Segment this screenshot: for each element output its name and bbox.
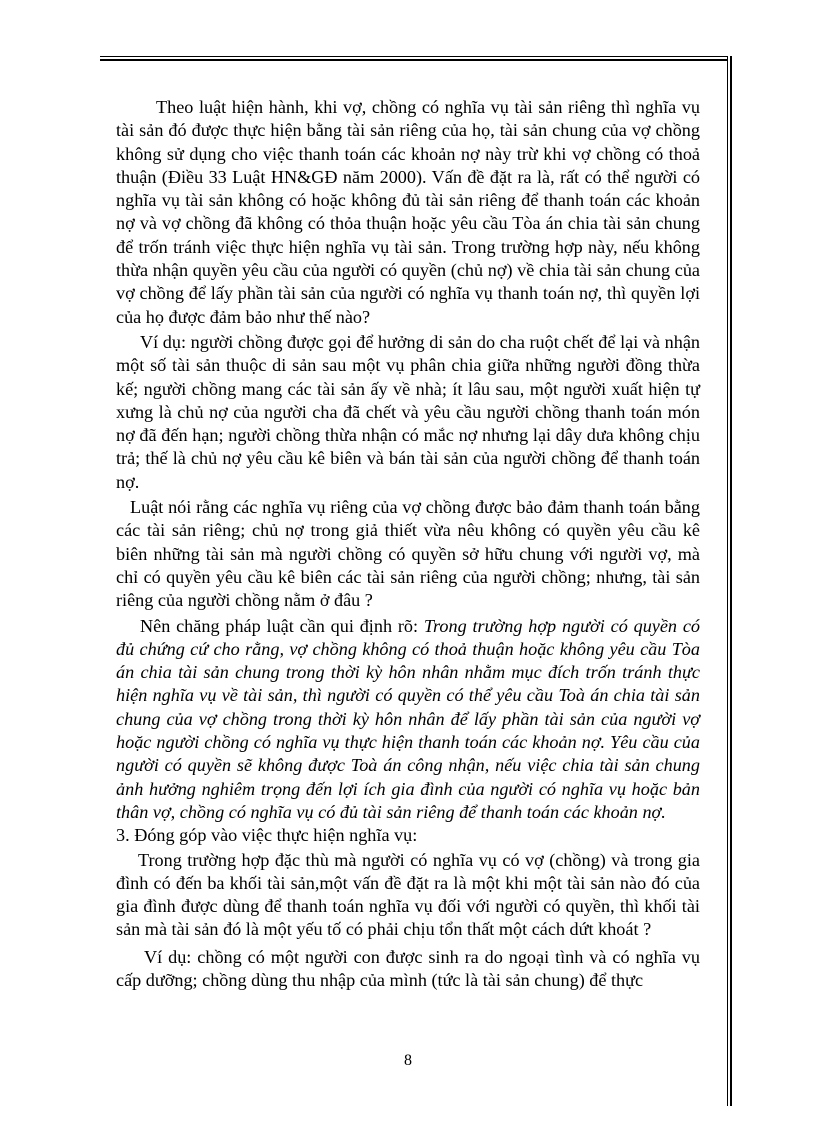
paragraph-proposal	[116, 615, 700, 825]
paragraph-special-case: Trong trường hợp đặc thù mà người có nghĩa vụ có vợ (chồng) và trong gia đình có đến ba khối tài sản,một vấn đề đặt ra là một khi một tài sản nào đó của gia đình được dùng để thanh toán nghĩa vụ đối với người có quyền, thì khối tài sản mà tài sản đó là một yếu tố có phải chịu tổn thất một cách dứt khoát ?	[116, 849, 700, 940]
page-number: 8	[404, 1052, 412, 1069]
paragraph-law-says: Luật nói rằng các nghĩa vụ riêng của vợ chồng được bảo đảm thanh toán bằng các tài sản riêng; chủ nợ trong giả thiết vừa nêu không có quyền yêu cầu kê biên những tài sản mà người chồng có quyền sở hữu chung với người vợ, mà chỉ có quyền yêu cầu kê biên các tài sản riêng của người chồng; nhưng, tài sản riêng của người chồng nằm ở đâu ?	[116, 497, 700, 611]
page-border-right	[727, 56, 728, 1106]
document-body	[116, 96, 700, 992]
proposal-italic-text: Trong trường hợp người có quyền có đủ chứng cứ cho rằng, vợ chồng không có thoả thuận hoặc không yêu cầu Tòa án chia tài sản chung trong thời kỳ hôn nhân nhằm mục đích trốn tránh thực hiện nghĩa vụ về tài sản, thì người có quyền có thể yêu cầu Toà án chia tài sản chung của vợ chồng trong thời kỳ hôn nhân để lấy phần tài sản của người vợ hoặc người chồng có nghĩa vụ thực hiện thanh toán các khoản nợ. Yêu cầu của người có quyền sẽ không được Toà án công nhận, nếu việc chia tài sản chung ảnh hưởng nghiêm trọng đến lợi ích gia đình của người có nghĩa vụ hoặc bản thân vợ, chồng có nghĩa vụ có đủ tài sản riêng để thanh toán các khoản nợ.	[116, 615, 701, 822]
page-border-top	[100, 56, 728, 57]
paragraph-example-inheritance: Ví dụ: người chồng được gọi để hưởng di sản do cha ruột chết để lại và nhận một số tài sản thuộc di sản sau một vụ phân chia giữa những người đồng thừa kế; người chồng mang các tài sản ấy về nhà; ít lâu sau, một người xuất hiện tự xưng là chủ nợ của người cha đã chết và yêu cầu người chồng thanh toán món nợ đã đến hạn; người chồng thừa nhận có mắc nợ nhưng lại dây dưa không chịu trả; thế là chủ nợ yêu cầu kê biên và bán tài sản của người chồng để thanh toán nợ.	[116, 331, 700, 492]
paragraph-current-law: Theo luật hiện hành, khi vợ, chồng có nghĩa vụ tài sản riêng thì nghĩa vụ tài sản đó được thực hiện bằng tài sản riêng của họ, tài sản chung của vợ chồng không sử dụng cho việc thanh toán các khoản nợ này trừ khi vợ chồng có thoả thuận (Điều 33 Luật HN&GĐ năm 2000). Vấn đề đặt ra là, rất có thể người có nghĩa vụ tài sản không có hoặc không đủ tài sản riêng để thanh toán các khoản nợ và vợ chồng đã không có thỏa thuận hoặc yêu cầu Tòa án chia tài sản chung để trốn tránh việc thực hiện nghĩa vụ tài sản. Trong trường hợp này, nếu không thừa nhận quyền yêu cầu của người có quyền (chủ nợ) về chia tài sản chung của vợ chồng để lấy phần tài sản của người có nghĩa vụ thanh toán nợ, thì quyền lợi của họ được đảm bảo như thế nào?	[116, 97, 700, 327]
proposal-lead-text: Nên chăng pháp luật cần qui định rõ:	[140, 615, 424, 636]
page-border-top-thick	[100, 59, 728, 61]
paragraph-example-child-support: Ví dụ: chồng có một người con được sinh ra do ngoại tình và có nghĩa vụ cấp dưỡng; chồng dùng thu nhập của mình (tức là tài sản chung) để thực	[116, 946, 700, 990]
section-heading-contribution: 3. Đóng góp vào việc thực hiện nghĩa vụ:	[116, 825, 418, 846]
page-border-right-thick	[730, 56, 732, 1106]
